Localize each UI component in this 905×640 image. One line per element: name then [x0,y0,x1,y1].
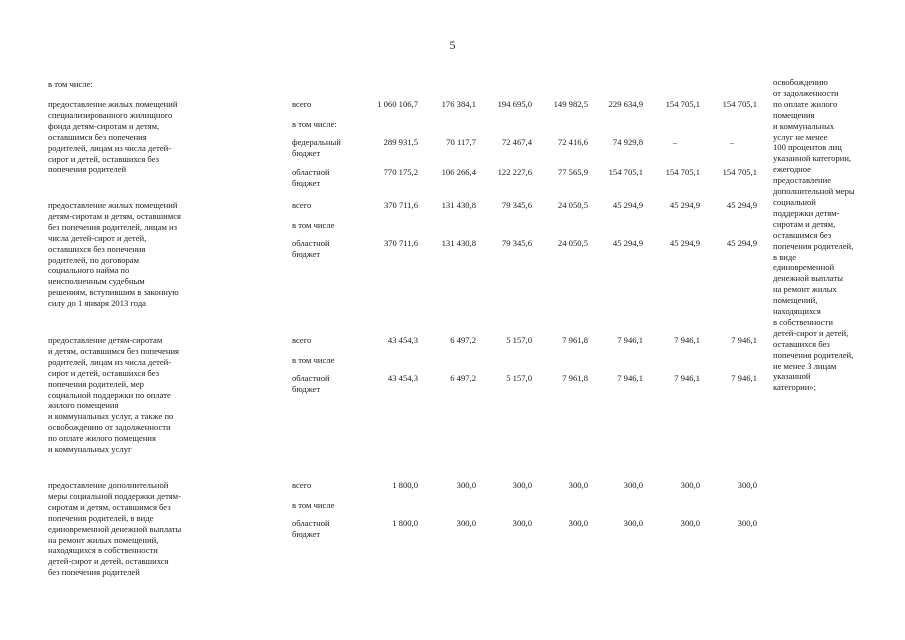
amount-cell: 79 345,6 [501,200,532,210]
amount-cell: 300,0 [737,480,757,490]
amount-cell: 45 294,9 [612,238,643,248]
page-number: 5 [449,38,456,52]
amount-cell: 43 454,3 [387,335,418,345]
amount-cell: 77 565,9 [557,167,588,177]
amount-cell: 45 294,9 [669,200,700,210]
amount-cell: 289 931,5 [383,137,418,147]
amount-cell: 300,0 [456,480,476,490]
funding-source: всего [292,99,312,109]
amount-cell: 300,0 [568,518,588,528]
amount-cell: 79 345,6 [501,238,532,248]
amount-cell: 154 705,1 [722,167,757,177]
amount-cell: 176 384,1 [441,99,476,109]
funding-source: областной бюджет [292,238,330,259]
amount-cell: 300,0 [680,480,700,490]
amount-cell: 1 060 106,7 [377,99,418,109]
amount-cell: 5 157,0 [506,373,532,383]
funding-source: всего [292,335,312,345]
amount-cell: 300,0 [623,518,643,528]
funding-source: в том числе: [292,119,337,129]
funding-source: в том числе [292,355,335,365]
amount-cell: 300,0 [737,518,757,528]
row-description: предоставление детям-сиротам и детям, оставшимся без попечения родителей, лицам из числа детей- сирот и детей, оставшихся без попечения родителей, мер социальной поддержки по оплате жилого помещения и коммунальных услуг, а также по освобождению от задолженности по оплате жилого помещения и коммунальных услуг [48,335,179,455]
amount-cell: 149 982,5 [553,99,588,109]
amount-cell: 7 946,1 [731,373,757,383]
amount-cell: 300,0 [623,480,643,490]
amount-cell: 6 497,2 [450,335,476,345]
amount-cell: 45 294,9 [669,238,700,248]
funding-source: областной бюджет [292,518,330,539]
amount-cell: 154 705,1 [665,167,700,177]
amount-cell: 74 929,8 [612,137,643,147]
funding-source: областной бюджет [292,373,330,394]
amount-cell: 7 961,8 [562,373,588,383]
amount-cell: 300,0 [456,518,476,528]
amount-cell: 131 430,8 [441,238,476,248]
amount-cell: 370 711,6 [383,238,418,248]
amount-cell: – [672,137,678,147]
amount-cell: 70 117,7 [446,137,476,147]
amount-cell: 154 705,1 [722,99,757,109]
amount-cell: – [729,137,735,147]
amount-cell: 43 454,3 [387,373,418,383]
funding-source: в том числе [292,500,335,510]
amount-cell: 7 946,1 [617,335,643,345]
amount-cell: 770 175,2 [383,167,418,177]
funding-source: в том числе [292,220,335,230]
amount-cell: 300,0 [680,518,700,528]
amount-cell: 1 800,0 [392,480,418,490]
amount-cell: 1 800,0 [392,518,418,528]
amount-cell: 229 634,9 [608,99,643,109]
funding-source: федеральный бюджет [292,137,341,158]
amount-cell: 7 946,1 [731,335,757,345]
amount-cell: 45 294,9 [726,200,757,210]
amount-cell: 24 050,5 [557,200,588,210]
amount-cell: 45 294,9 [726,238,757,248]
amount-cell: 300,0 [568,480,588,490]
amount-cell: 7 946,1 [617,373,643,383]
amount-cell: 154 705,1 [608,167,643,177]
amount-cell: 194 695,0 [497,99,532,109]
amount-cell: 72 467,4 [501,137,532,147]
funding-source: всего [292,200,312,210]
amount-cell: 7 961,8 [562,335,588,345]
amount-cell: 5 157,0 [506,335,532,345]
funding-source: областной бюджет [292,167,330,188]
amount-cell: 300,0 [512,518,532,528]
amount-cell: 300,0 [512,480,532,490]
amount-cell: 154 705,1 [665,99,700,109]
amount-cell: 122 227,6 [497,167,532,177]
row-description: предоставление жилых помещений специализированного жилищного фонда детям-сиротам и детям, оставшимся без попечения родителей, лицам из числа детей- сирот и детей, оставшихся без попечения родителей [48,99,178,175]
amount-cell: 106 266,4 [441,167,476,177]
amount-cell: 6 497,2 [450,373,476,383]
amount-cell: 45 294,9 [612,200,643,210]
amount-cell: 370 711,6 [383,200,418,210]
expected-result-text: освобождению от задолженности по оплате жилого помещения и коммунальных услуг не менее 100 процентов лиц указанной категории, ежегодное предоставление дополнительной меры социальной поддержки детям- сиротам и детям, оставшимся без попечения родителей, в виде единовременной денежной выплаты на ремонт жилых помещений, находящихся в собственности детей-сирот и детей, оставшихся без попечения родителей, не менее 3 лицам указанной категории»; [773,77,855,393]
row-description: предоставление дополнительной меры социальной поддержки детям- сиротам и детям, оставшимся без попечения родителей, в виде единовременной денежной выплаты на ремонт жилых помещений, находящихся в собственности детей-сирот и детей, оставшихся без попечения родителей [48,480,182,578]
intro-label: в том числе: [48,79,93,89]
amount-cell: 7 946,1 [674,373,700,383]
amount-cell: 7 946,1 [674,335,700,345]
amount-cell: 131 430,8 [441,200,476,210]
amount-cell: 72 416,6 [557,137,588,147]
amount-cell: 24 050,5 [557,238,588,248]
row-description: предоставление жилых помещений детям-сиротам и детям, оставшимся без попечения родителей, лицам из числа детей-сирот и детей, оставшихся без попечения родителей, по договорам социального найма по неисполненным судебным решениям, вступившим в законную силу до 1 января 2013 года [48,200,181,309]
funding-source: всего [292,480,312,490]
